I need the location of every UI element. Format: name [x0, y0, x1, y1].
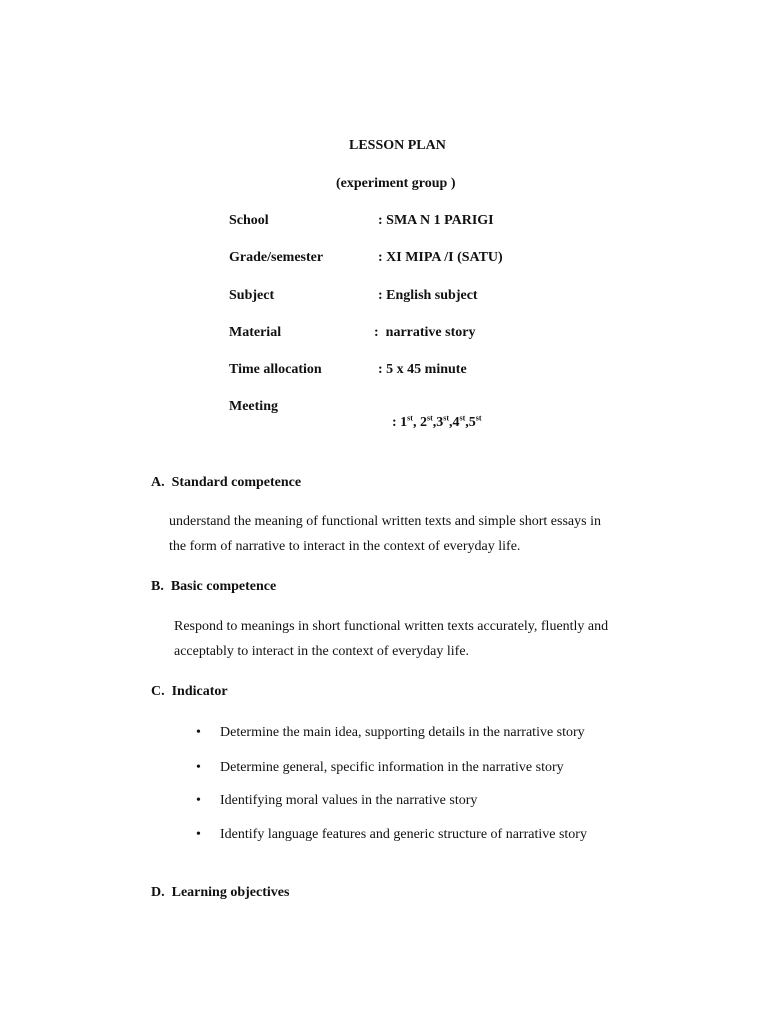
info-value-subject: : English subject: [378, 288, 478, 303]
meeting-ordinal-1: 1st,: [400, 413, 420, 430]
indicator-item-2: Determine general, specific information in the narrative story: [220, 760, 564, 775]
bullet-icon: •: [196, 793, 201, 808]
section-d-heading: D. Learning objectives: [151, 885, 290, 900]
bullet-icon: •: [196, 827, 201, 842]
info-value-grade: : XI MIPA /I (SATU): [378, 250, 503, 265]
meeting-prefix: :: [392, 415, 401, 430]
info-label-subject: Subject: [229, 288, 275, 303]
info-value-material: : narrative story: [374, 325, 476, 340]
indicator-item-1: Determine the main idea, supporting details in the narrative story: [220, 725, 585, 740]
meeting-ordinal-2: 2st,: [419, 413, 437, 430]
section-b-heading: B. Basic competence: [151, 579, 277, 594]
section-b-line-2: acceptably to interact in the context of everyday life.: [174, 644, 470, 659]
indicator-item-3: Identifying moral values in the narrative story: [220, 793, 478, 808]
meeting-ordinal-5: 5st: [468, 413, 482, 430]
bullet-icon: •: [196, 760, 201, 775]
section-c-heading: C. Indicator: [151, 684, 228, 699]
section-b-line-1: Respond to meanings in short functional written texts accurately, fluently and: [174, 619, 609, 634]
document-subtitle: (experiment group ): [336, 176, 456, 191]
indicator-item-4: Identify language features and generic structure of narrative story: [220, 827, 587, 842]
info-value-time: : 5 x 45 minute: [378, 362, 467, 377]
bullet-icon: •: [196, 725, 201, 740]
info-label-school: School: [229, 213, 269, 228]
info-label-material: Material: [229, 325, 282, 340]
meeting-ordinal-3: 3st,: [436, 413, 453, 430]
document-title: LESSON PLAN: [349, 138, 446, 153]
meeting-ordinal-4: 4st,: [452, 413, 469, 430]
info-label-meeting: Meeting: [229, 399, 278, 414]
section-a-line-1: understand the meaning of functional written texts and simple short essays in: [169, 514, 601, 529]
info-label-time: Time allocation: [229, 362, 322, 377]
info-value-meeting: [378, 399, 482, 447]
section-a-heading: A. Standard competence: [151, 475, 302, 490]
info-value-school: : SMA N 1 PARIGI: [378, 213, 494, 228]
section-a-line-2: the form of narrative to interact in the context of everyday life.: [169, 539, 521, 554]
info-label-grade: Grade/semester: [229, 250, 324, 265]
